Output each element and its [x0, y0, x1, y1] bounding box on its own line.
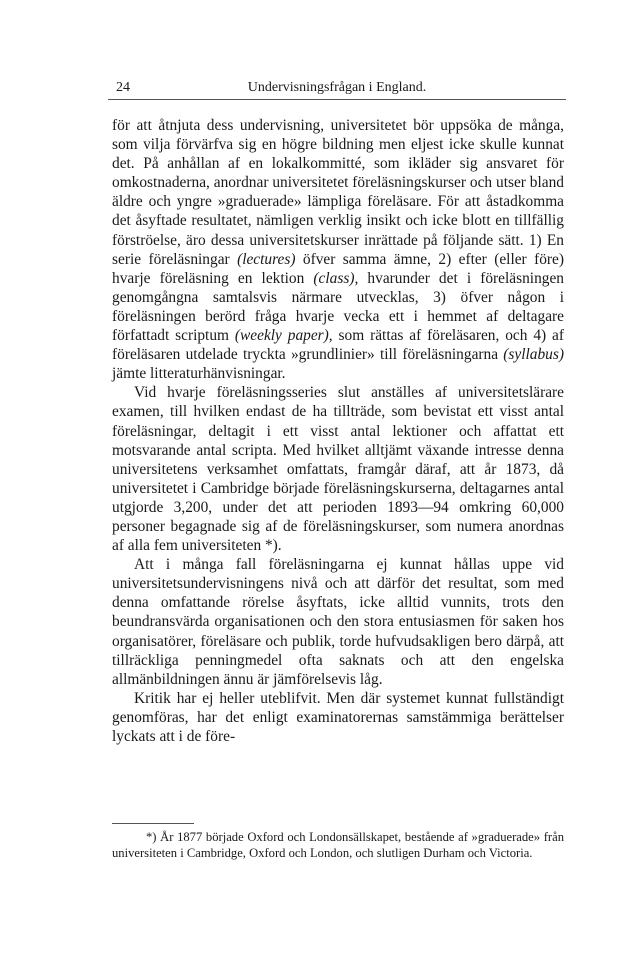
paragraph-3: Att i många fall föreläsningarna ej kunnat hållas uppe vid universitetsundervisningens nivå och att därför det resultat, som med denna omfattande rörelse åsyftats, icke alltid vunnits, trots den beundransvärda organisationen och den stora entusiasmen för saken hos organisatörer, föreläsare och publik, torde hufvudsakligen bero därpå, att tillräckliga penningmedel ofta saknats och att den engelska allmänbildningen ännu är jämförelsevis låg. [112, 556, 564, 688]
paragraph-1-text-b: öfver samma ämne, 2) efter (eller före) hvarje föreläsning en lektion [112, 250, 564, 287]
paragraph-1-text-c: hvarunder det i föreläsningen genomgångna samtalsvis närmare utvecklas, 3) öfver någon i föreläsningen berörd fråga hvarje vecka ett i hemmet af deltagare författadt scriptum [112, 269, 564, 345]
term-lectures: (lectures) [237, 250, 296, 268]
term-weekly-paper: (weekly paper), [234, 327, 333, 345]
running-title: Undervisningsfrågan i England. [247, 80, 427, 95]
header-rule [108, 99, 566, 100]
body-text [112, 116, 564, 746]
term-class: (class), [313, 269, 359, 287]
footnote: *) År 1877 började Oxford och Londonsällskapet, bestående af »graduerade» från universiteten i Cambridge, Oxford och London, och slutligen Durham och Victoria. [112, 830, 564, 860]
paragraph-1-text-d: som rättas af föreläsaren, och 4) af föreläsaren utdelade tryckta »grundlinier» till föreläsningarna [112, 327, 565, 364]
page-header [108, 80, 566, 98]
paragraph-1-text-a: för att åtnjuta dess undervisning, universitetet bör uppsöka de många, som vilja förvärfva sig en högre bildning men eljest icke skulle kunnat det. På anhållan af en lokalkommitté, som ikläder sig ansvaret för omkostnaderna, anordnar universitetet föreläsningskurser och utser bland äldre och yngre »graduerade» lämpliga föreläsare. För att åstadkomma det åsyftade resultatet, nämligen verklig insikt och icke blott en tillfällig förströelse, äro dessa universitetskurser inrättade på följande sätt. 1) En serie föreläsningar [112, 117, 564, 268]
paragraph-2: Vid hvarje föreläsningsseries slut anställes af universitetslärare examen, till hvilken endast de ha tillträde, som bevistat ett visst antal föreläsningar, deltagit i ett visst antal lektioner och affattat ett motsvarande antal scripta. Med hvilket alltjämt växande intresse denna universitetens verksamhet omfattats, framgår däraf, att år 1873, då universitetet i Cambridge började föreläsningskurserna, deltagarnes antal utgjorde 3,200, under det att perioden 1893—94 omkring 60,000 personer begagnade sig af de föreläsningskurser, som numera anordnas af alla fem universiteten *). [112, 384, 564, 555]
paragraph-4: Kritik har ej heller uteblifvit. Men där systemet kunnat fullständigt genomföras, har det enligt examinatorernas samstämmiga berättelser lyckats att i de före- [112, 689, 564, 745]
term-syllabus: (syllabus) [503, 346, 564, 364]
paragraph-1-text-e: jämte litteraturhänvisningar. [112, 365, 286, 383]
paragraph-1 [112, 116, 564, 383]
page-number: 24 [116, 80, 130, 95]
footnote-rule [112, 823, 194, 824]
